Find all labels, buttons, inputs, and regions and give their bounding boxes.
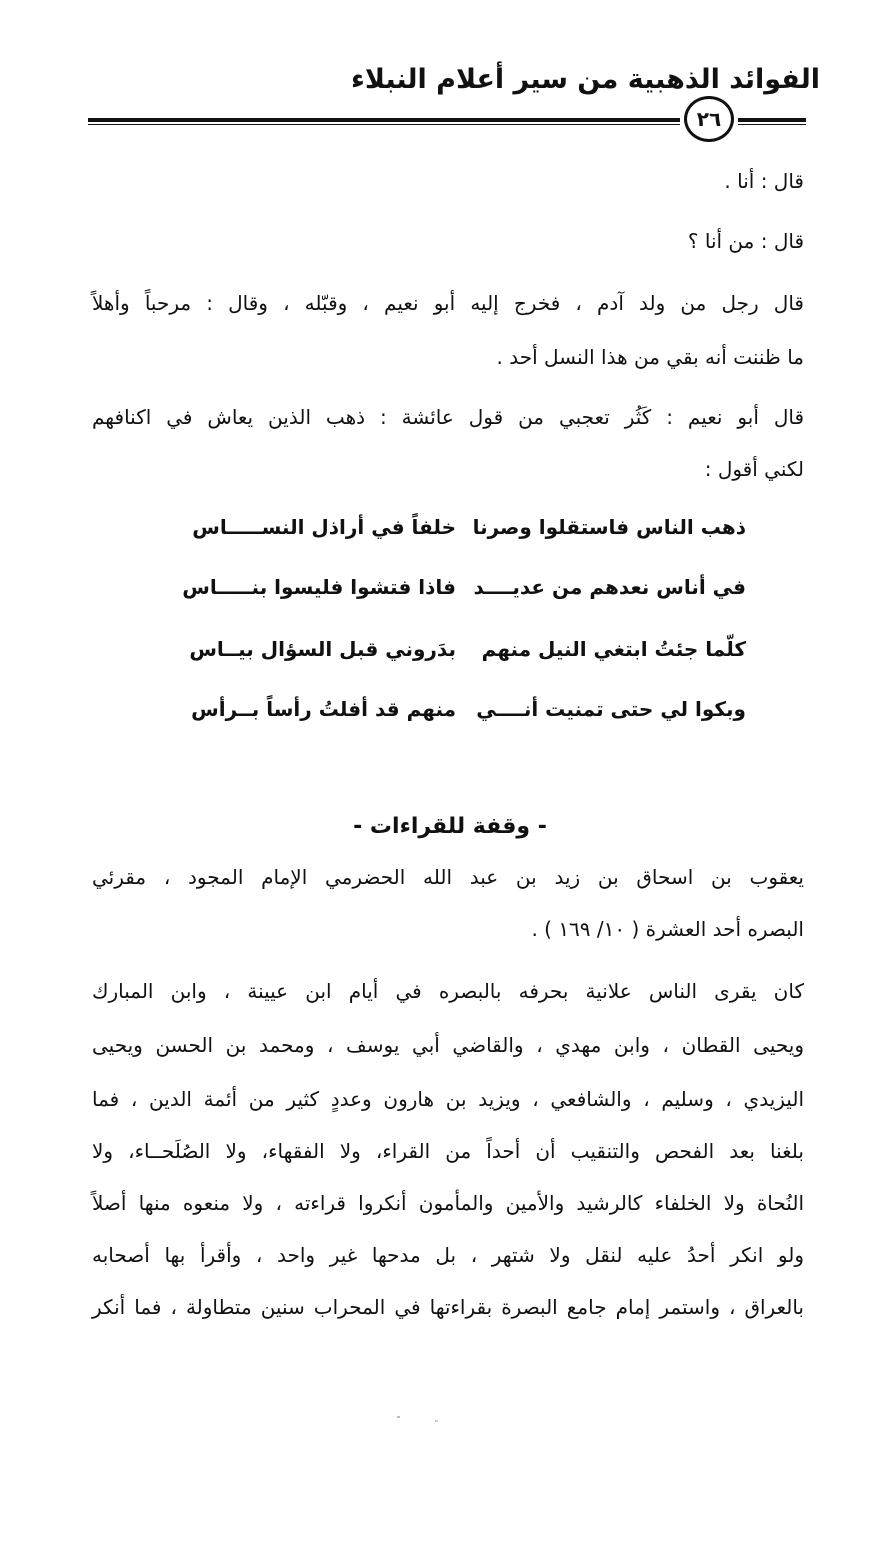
paragraph-line: قال أبو نعيم : كَثُر تعجبي من قول عائشة : ذهب الذين يعاش في اكنافهم [92,405,804,429]
paragraph-line: بلغنا بعد الفحص والتنقيب أن أحداً من القراء، ولا الفقهاء، ولا الصُلَحــاء، ولا [92,1139,804,1163]
dialogue-line: قال : من أنا ؟ [687,229,804,253]
poem-verse-second-half: منهم قد أفلتُ رأساً بــرأس [191,697,456,721]
poem-verse-second-half: خلفاً في أراذل النســـــاس [192,515,456,539]
paragraph-line: النُحاة ولا الخلفاء كالرشيد والأمين والمأمون أنكروا قراءته ، ولا منعوه منها أصلاً [92,1191,804,1215]
paragraph-line: يعقوب بن اسحاق بن زيد بن عبد الله الحضرمي الإمام المجود ، مقرئي [92,865,804,889]
running-header-title: الفوائد الذهبية من سير أعلام النبلاء [351,64,820,95]
poem-verse-first-half: ذهب الناس فاستقلوا وصرنا [472,515,746,539]
paragraph-line: بالعراق ، واستمر إمام جامع البصرة بقراءتها في المحراب سنين متطاولة ، فما أنكر [92,1295,804,1319]
paragraph-line: ما ظننت أنه بقي من هذا النسل أحد . [496,345,804,369]
paragraph-line: اليزيدي ، وسليم ، والشافعي ، ويزيد بن هارون وعددٍ كثير من أئمة الدين ، فما [92,1087,804,1111]
header-rule-right [738,118,806,122]
paragraph-line: قال رجل من ولد آدم ، فخرج إليه أبو نعيم ، وقبّله ، وقال : مرحباً وأهلاً [92,291,804,315]
paragraph-line: البصره أحد العشرة ( ١٠/ ١٦٩ ) . [531,917,804,941]
paragraph-line: لكني أقول : [704,457,804,481]
paragraph-line: كان يقرى الناس علانية بحرفه بالبصره في أيام ابن عيينة ، وابن المبارك [92,979,804,1003]
paragraph-line: ويحيى القطان ، وابن مهدي ، والقاضي أبي يوسف ، ومحمد بن الحسن ويحيى [92,1033,804,1057]
header-rule-right-thin [738,124,806,125]
paragraph-line: ولو انكر أحدُ عليه لنقل ولا شتهر ، بل مدحها غير واحد ، وأقرأ بها أصحابه [92,1243,804,1267]
section-title: - وقفة للقراءات - [353,814,547,839]
dialogue-line: قال : أنا . [724,169,804,193]
page-number: ٢٦ [684,96,734,142]
header-rule-left-thin [88,124,680,125]
poem-verse-second-half: فاذا فتشوا فليسوا بنـــــاس [182,575,456,599]
poem-verse-first-half: كلّما جئتُ ابتغي النيل منهم [481,637,746,661]
poem-verse-second-half: بدَروني قبل السؤال بيــاس [189,637,456,661]
scan-speck [397,1416,400,1418]
poem-verse-first-half: في أناس نعدهم من عديــــد [473,575,746,599]
poem-verse-first-half: وبكوا لي حتى تمنيت أنــــي [476,697,746,721]
scan-speck [435,1420,438,1422]
header-rule-left [88,118,680,122]
